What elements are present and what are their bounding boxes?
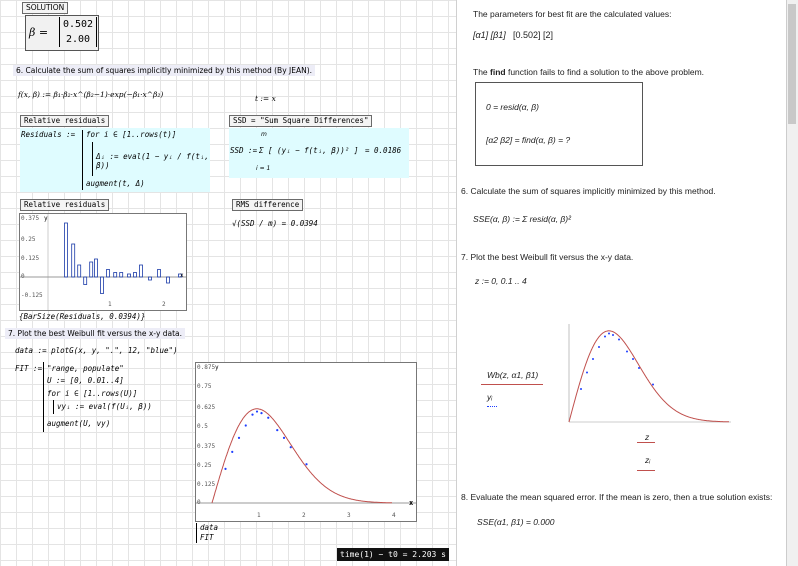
fit-ytick-0125: 0.125 [197, 481, 216, 488]
reference-chart [555, 322, 733, 426]
sse-evaluation: SSE(α1, β1) = 0.000 [477, 517, 555, 527]
step7-text: 7. Plot the best Weibull fit versus the x-y data. [461, 252, 634, 262]
residual-bar-svg [20, 214, 186, 310]
ref-data-point [580, 388, 582, 390]
residual-y-label: y [44, 215, 48, 222]
sse-definition: SSE(α, β) := Σ resid(α, β)² [473, 214, 571, 224]
ref-data-points [580, 333, 654, 391]
fit-ytick-075: 0.75 [197, 383, 212, 390]
residual-bar [90, 262, 93, 277]
fit-lhs: FIT := [15, 364, 43, 373]
y-legend-mark [487, 406, 497, 407]
legend-data: data [200, 523, 219, 532]
fit-line-5: augment(U, vy) [47, 419, 111, 428]
weibull-fit-svg [196, 363, 416, 521]
fit-data-point [290, 446, 292, 448]
weibull-fit-plot[interactable] [195, 362, 417, 522]
step6-text: 6. Calculate the sum of squares implicitly minimized by this method. [461, 186, 716, 196]
ssd-lower-limit: i = 1 [256, 165, 271, 172]
fit-line-1: "range, populate" [47, 364, 124, 373]
fit-data-point [276, 429, 278, 431]
fit-data-point [245, 424, 247, 426]
residual-bar [167, 277, 170, 283]
legend-fit: FIT [200, 533, 214, 542]
fit-line-4: vyᵢ := eval(f(Uᵢ, β)) [57, 402, 152, 411]
residuals-loop-bar [92, 142, 93, 176]
heading-step6: 6. Calculate the sum of squares implicitly minimized by this method (By JEAN). [13, 65, 315, 76]
ref-data-point [638, 367, 640, 369]
ref-data-point [618, 339, 620, 341]
fit-data-point [283, 437, 285, 439]
ref-data-point [632, 358, 634, 360]
fit-ytick-0875: 0.875 [197, 364, 216, 371]
fit-ytick-025: 0.25 [197, 462, 212, 469]
barsize-call[interactable]: {BarSize(Residuals, 0.0394)} [19, 312, 146, 321]
fit-data-points [224, 410, 307, 470]
z-axis-label: z [645, 432, 650, 442]
residual-ytick-0375: 0.375 [21, 215, 40, 222]
rms-label: RMS difference [232, 199, 303, 211]
ssd-label: SSD = "Sum Square Differences" [229, 115, 372, 127]
residual-ytick-neg0125: -0.125 [21, 292, 43, 299]
relative-residuals-label: Relative residuals [20, 115, 109, 127]
fit-xtick-2: 2 [302, 512, 306, 519]
beta-symbol: β = [29, 26, 49, 39]
beta-result-box[interactable] [25, 15, 99, 51]
ref-data-point [652, 384, 654, 386]
data-definition[interactable]: data := plotG(x, y, ".", 12, "blue") [15, 346, 178, 355]
fit-program-bar [43, 362, 44, 432]
params-text: The parameters for best fit are the calculated values: [473, 9, 672, 19]
beta-matrix [59, 17, 97, 47]
residual-x-label: x [180, 272, 184, 279]
fit-loop-bar [53, 400, 54, 414]
params-rhs: [0.502] [2] [513, 30, 554, 40]
residual-ytick-025: 0.25 [21, 236, 36, 243]
ssd-upper-limit: m [261, 131, 267, 138]
find-expr: [α2 β2] = find(α, β) = ? [486, 135, 571, 145]
ref-data-point [604, 336, 606, 338]
timing-status: time(1) − t0 = 2.203 s [337, 548, 449, 561]
find-text [473, 67, 704, 77]
fit-xtick-4: 4 [392, 512, 396, 519]
fit-data-point [256, 410, 258, 412]
residual-bars [65, 223, 182, 294]
t-definition[interactable]: t := x [255, 94, 276, 103]
fit-x-label: x [409, 499, 414, 507]
ref-data-point [592, 358, 594, 360]
step8-text: 8. Evaluate the mean squared error. If the mean is zero, then a true solution exists: [461, 492, 773, 502]
residuals-delta: Δᵢ := eval(1 − yᵢ / f(tᵢ, β)) [96, 152, 209, 170]
residuals-program-bar [82, 130, 83, 190]
fit-data-point [238, 437, 240, 439]
fit-data-point [260, 412, 262, 414]
residuals-for: for i ∈ [1..rows(t)] [86, 130, 177, 139]
wb-label: Wb(z, α1, β1) [487, 370, 539, 380]
fit-data-point [305, 463, 307, 465]
beta-2: 2.00 [65, 34, 91, 45]
ref-fit-curve [569, 331, 729, 422]
residual-bar [158, 270, 161, 278]
residual-bar [140, 265, 143, 277]
residual-ytick-0125: 0.125 [21, 255, 40, 262]
residuals-lhs: Residuals := [21, 130, 76, 139]
zi-axis-label: zᵢ [645, 455, 651, 465]
ssd-result: = 0.0186 [365, 146, 402, 155]
z-range: z := 0, 0.1 .. 4 [475, 276, 527, 286]
fit-data-point [224, 468, 226, 470]
fit-data-point [231, 451, 233, 453]
fit-line-3: for i ∈ [1..rows(U)] [47, 389, 138, 398]
residual-bar [95, 259, 98, 277]
scrollbar-thumb[interactable] [788, 4, 796, 124]
y-label: yᵢ [487, 392, 493, 402]
residual-bar [78, 265, 81, 277]
find-text-bold: find [490, 67, 506, 77]
fit-data-point [267, 417, 269, 419]
residual-xtick-2: 2 [162, 301, 166, 308]
f-definition[interactable]: f(x, β) := β₁·β₂·x^(β₂−1)·exp(−β₁·x^β₂) [18, 90, 164, 99]
beta-1: 0.502 [62, 19, 94, 30]
ref-data-point [598, 346, 600, 348]
residual-bar-plot[interactable] [19, 213, 187, 311]
find-text-post: function fails to find a solution to the above problem. [505, 67, 705, 77]
fit-ytick-0375: 0.375 [197, 443, 216, 450]
fit-y-label: y [215, 364, 219, 371]
fit-ytick-05: 0.5 [197, 423, 208, 430]
solution-label: SOLUTION [22, 2, 68, 14]
residual-bar [128, 274, 131, 277]
fit-program[interactable] [15, 362, 185, 434]
ref-data-point [608, 333, 610, 335]
ref-data-point [626, 351, 628, 353]
residual-bar [149, 277, 152, 280]
ssd-sum: Σ [ (yᵢ − f(tᵢ, β))² ] [259, 146, 359, 155]
z-legend-line [637, 442, 655, 443]
residual-bar [84, 277, 87, 285]
fit-ytick-0: 0 [197, 499, 201, 506]
ref-data-point [612, 334, 614, 336]
fit-xtick-1: 1 [257, 512, 261, 519]
residual-bar [114, 273, 117, 278]
fit-data-point [251, 414, 253, 416]
residual-xtick-1: 1 [108, 301, 112, 308]
residual-bar [120, 273, 123, 278]
fit-line-2: U := [0, 0.01..4] [47, 376, 124, 385]
find-text-pre: The [473, 67, 491, 77]
heading-step7: 7. Plot the best Weibull fit versus the x-y data. [5, 328, 185, 339]
residuals-program[interactable] [20, 128, 210, 192]
wb-legend-line [481, 384, 543, 385]
rms-expression[interactable]: √(SSD / m) = 0.0394 [232, 219, 318, 228]
ssd-lhs: SSD := [230, 146, 258, 155]
residual-bar [72, 244, 75, 277]
residual-bar [65, 223, 68, 277]
residual-bar [134, 273, 137, 278]
fit-curve [212, 409, 392, 503]
ssd-expression[interactable] [229, 128, 409, 178]
ref-data-point [586, 372, 588, 374]
residual-bar [107, 270, 110, 278]
fit-plot-legend [196, 523, 218, 543]
zi-legend-line [637, 470, 655, 471]
solve-block[interactable] [475, 82, 643, 166]
residual-ytick-0: 0 [21, 273, 25, 280]
residual-bar [101, 277, 104, 294]
params-lhs: [α1] [β1] [473, 30, 506, 40]
fit-ytick-0625: 0.625 [197, 404, 216, 411]
fit-xtick-3: 3 [347, 512, 351, 519]
reference-chart-svg [555, 322, 733, 426]
residuals-augment: augment(t, Δ) [86, 179, 145, 188]
relative-residuals-label-2: Relative residuals [20, 199, 109, 211]
resid-expr: 0 = resid(α, β) [486, 102, 539, 112]
reference-pane [456, 0, 798, 566]
